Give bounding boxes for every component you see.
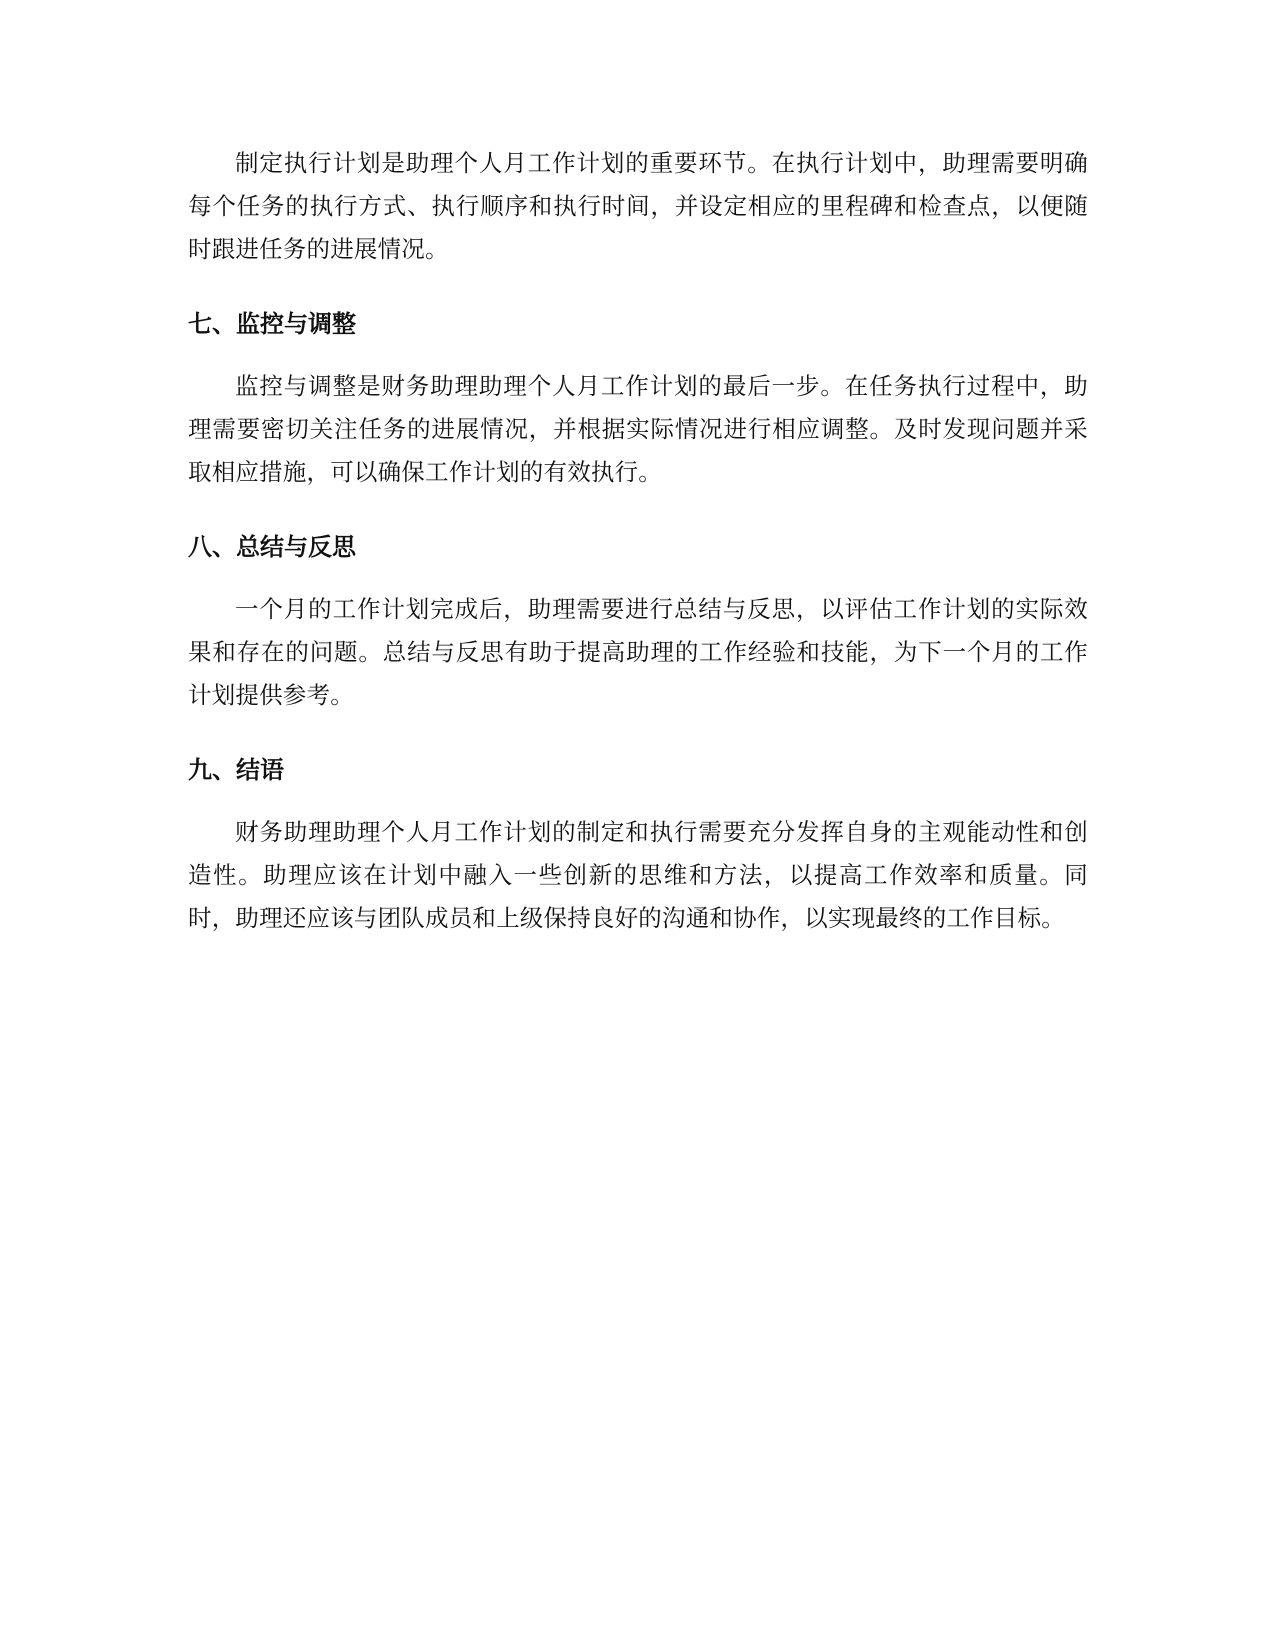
document-body: [188, 142, 1088, 940]
heading-conclusion: 九、结语: [188, 756, 284, 784]
paragraph-conclusion: 财务助理助理个人月工作计划的制定和执行需要充分发挥自身的主观能动性和创造性。助理应该在计划中融入一些创新的思维和方法，以提高工作效率和质量。同时，助理还应该与团队成员和上级保持良好的沟通和协作，以实现最终的工作目标。: [188, 818, 1088, 932]
paragraph-execution-plan: 制定执行计划是助理个人月工作计划的重要环节。在执行计划中，助理需要明确每个任务的执行方式、执行顺序和执行时间，并设定相应的里程碑和检查点，以便随时跟进任务的进展情况。: [188, 149, 1088, 263]
paragraph-monitor-adjust: 监控与调整是财务助理助理个人月工作计划的最后一步。在任务执行过程中，助理需要密切关注任务的进展情况，并根据实际情况进行相应调整。及时发现问题并采取相应措施，可以确保工作计划的有效执行。: [188, 372, 1088, 486]
heading-summary-reflection: 八、总结与反思: [188, 533, 356, 561]
heading-monitor-adjust: 七、监控与调整: [188, 310, 356, 338]
paragraph-summary-reflection: 一个月的工作计划完成后，助理需要进行总结与反思，以评估工作计划的实际效果和存在的问题。总结与反思有助于提高助理的工作经验和技能，为下一个月的工作计划提供参考。: [188, 595, 1088, 709]
